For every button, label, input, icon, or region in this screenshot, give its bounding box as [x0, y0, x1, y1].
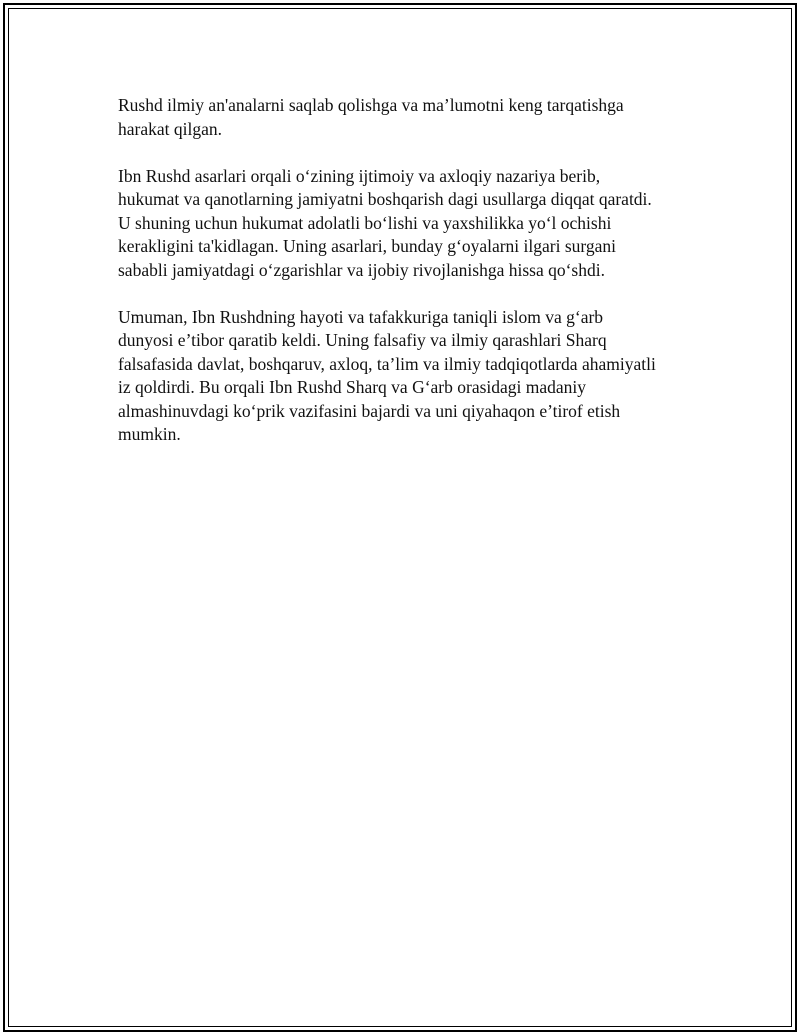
paragraph-1: Rushd ilmiy an'analarni saqlab qolishga va ma’lumotni keng tarqatishga harakat qilgan. — [118, 95, 624, 139]
paragraph-3: Umuman, Ibn Rushdning hayoti va tafakkuriga taniqli islom va g‘arb dunyosi e’tibor qaratib keldi. Uning falsafiy va ilmiy qarashlari Sharq falsafasida davlat, boshqaruv, axloq, ta’lim va ilmiy tadqiqotlarda ahamiyatli iz qoldirdi. Bu orqali Ibn Rushd Sharq va G‘arb orasidagi madaniy almashinuvdagi ko‘prik vazifasini bajardi va uni qiyahaqon e’tirof etish mumkin. — [118, 306, 656, 444]
paragraph-2: Ibn Rushd asarlari orqali o‘zining ijtimoiy va axloqiy nazariya berib, hukumat va qanotlarning jamiyatni boshqarish dagi usullarga diqqat qaratdi. U shuning uchun hukumat adolatli bo‘lishi va yaxshilikka yo‘l ochishi kerakligini ta'kidlagan. Uning asarlari, bunday g‘oyalarni ilgari surgani sababli jamiyatdagi o‘zgarishlar va ijobiy rivojlanishga hissa qo‘shdi. — [118, 165, 652, 280]
document-body — [118, 94, 698, 470]
